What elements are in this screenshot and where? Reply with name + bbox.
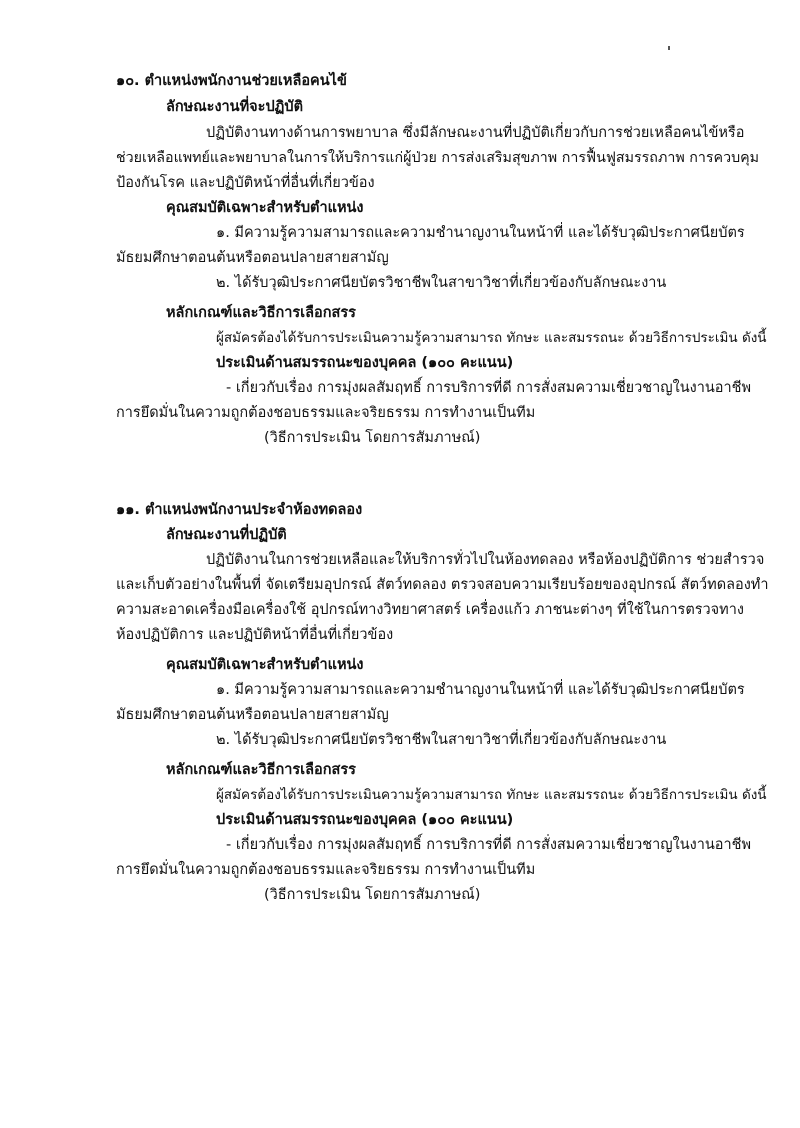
section-11-method: (วิธีการประเมิน โดยการสัมภาษณ์) — [264, 887, 481, 903]
section-11-assessment-line: การยึดมั่นในความถูกต้องชอบธรรมและจริยธรรม การทำงานเป็นทีม — [116, 862, 536, 878]
section-11-qual-line: ๑. มีความรู้ความสามารถและความชำนาญงานในหน้าที่ และได้รับวุฒิประกาศนียบัตร — [216, 682, 745, 698]
section-11-duty-line: ปฏิบัติงานในการช่วยเหลือและให้บริการทั่วไปในห้องทดลอง หรือห้องปฏิบัติการ ช่วยสำรวจ — [206, 552, 765, 568]
section-11-qual-line: ๒. ได้รับวุฒิประกาศนียบัตรวิชาชีพในสาขาวิชาที่เกี่ยวข้องกับลักษณะงาน — [216, 732, 667, 748]
section-10-qual-line: ๒. ได้รับวุฒิประกาศนียบัตรวิชาชีพในสาขาวิชาที่เกี่ยวข้องกับลักษณะงาน — [216, 275, 667, 291]
section-11-title: ๑๑. ตำแหน่งพนักงานประจำห้องทดลอง — [116, 502, 363, 518]
section-10-criteria-heading: หลักเกณฑ์และวิธีการเลือกสรร — [166, 305, 356, 321]
section-11-qual-heading: คุณสมบัติเฉพาะสำหรับตำแหน่ง — [166, 657, 364, 673]
section-10-duty-line: ช่วยเหลือแพทย์และพยาบาลในการให้บริการแก่ผู้ป่วย การส่งเสริมสุขภาพ การฟื้นฟูสมรรถภาพ การควบคุม — [116, 150, 760, 166]
section-10-qual-line: มัธยมศึกษาตอนต้นหรือตอนปลายสายสามัญ — [116, 250, 389, 266]
section-11-duty-line: ความสะอาดเครื่องมือเครื่องใช้ อุปกรณ์ทางวิทยาศาสตร์ เครื่องแก้ว ภาชนะต่างๆ ที่ใช้ในการตรวจทาง — [116, 602, 744, 618]
section-10-assessment-line: การยึดมั่นในความถูกต้องชอบธรรมและจริยธรรม การทำงานเป็นทีม — [116, 405, 536, 421]
section-10-method: (วิธีการประเมิน โดยการสัมภาษณ์) — [264, 430, 481, 446]
section-10-qual-line: ๑. มีความรู้ความสามารถและความชำนาญงานในหน้าที่ และได้รับวุฒิประกาศนียบัตร — [216, 225, 745, 241]
section-10-duty-line: ปฏิบัติงานทางด้านการพยาบาล ซึ่งมีลักษณะงานที่ปฏิบัติเกี่ยวกับการช่วยเหลือคนไข้หรือ — [206, 125, 745, 141]
section-11-qual-line: มัธยมศึกษาตอนต้นหรือตอนปลายสายสามัญ — [116, 707, 389, 723]
section-10-qual-heading: คุณสมบัติเฉพาะสำหรับตำแหน่ง — [166, 200, 364, 216]
stray-mark — [668, 46, 670, 50]
section-10-duty-line: ป้องกันโรค และปฏิบัติหน้าที่อื่นที่เกี่ยวข้อง — [116, 175, 375, 191]
section-11-duty-line: ห้องปฏิบัติการ และปฏิบัติหน้าที่อื่นที่เกี่ยวข้อง — [116, 627, 394, 643]
section-10-title: ๑๐. ตำแหน่งพนักงานช่วยเหลือคนไข้ — [116, 73, 347, 89]
section-11-criteria-intro: ผู้สมัครต้องได้รับการประเมินความรู้ความสามารถ ทักษะ และสมรรถนะ ด้วยวิธีการประเมิน ดังนี้ — [216, 787, 767, 803]
section-11-assessment-line: - เกี่ยวกับเรื่อง การมุ่งผลสัมฤทธิ์ การบริการที่ดี การสั่งสมความเชี่ยวชาญในงานอาชีพ — [226, 837, 752, 853]
section-10-duty-heading: ลักษณะงานที่จะปฏิบัติ — [166, 99, 303, 115]
section-10-assessment-line: - เกี่ยวกับเรื่อง การมุ่งผลสัมฤทธิ์ การบริการที่ดี การสั่งสมความเชี่ยวชาญในงานอาชีพ — [226, 380, 752, 396]
section-10-assessment-heading: ประเมินด้านสมรรถนะของบุคคล (๑๐๐ คะแนน) — [216, 355, 514, 371]
section-11-duty-line: และเก็บตัวอย่างในพื้นที่ จัดเตรียมอุปกรณ์ สัตว์ทดลอง ตรวจสอบความเรียบร้อยของอุปกรณ์ สัตว์ทดลองทำ — [116, 577, 769, 593]
section-11-duty-heading: ลักษณะงานที่ปฏิบัติ — [166, 527, 287, 543]
section-11-assessment-heading: ประเมินด้านสมรรถนะของบุคคล (๑๐๐ คะแนน) — [216, 812, 514, 828]
section-10-criteria-intro: ผู้สมัครต้องได้รับการประเมินความรู้ความสามารถ ทักษะ และสมรรถนะ ด้วยวิธีการประเมิน ดังนี้ — [216, 330, 767, 346]
section-11-criteria-heading: หลักเกณฑ์และวิธีการเลือกสรร — [166, 762, 356, 778]
